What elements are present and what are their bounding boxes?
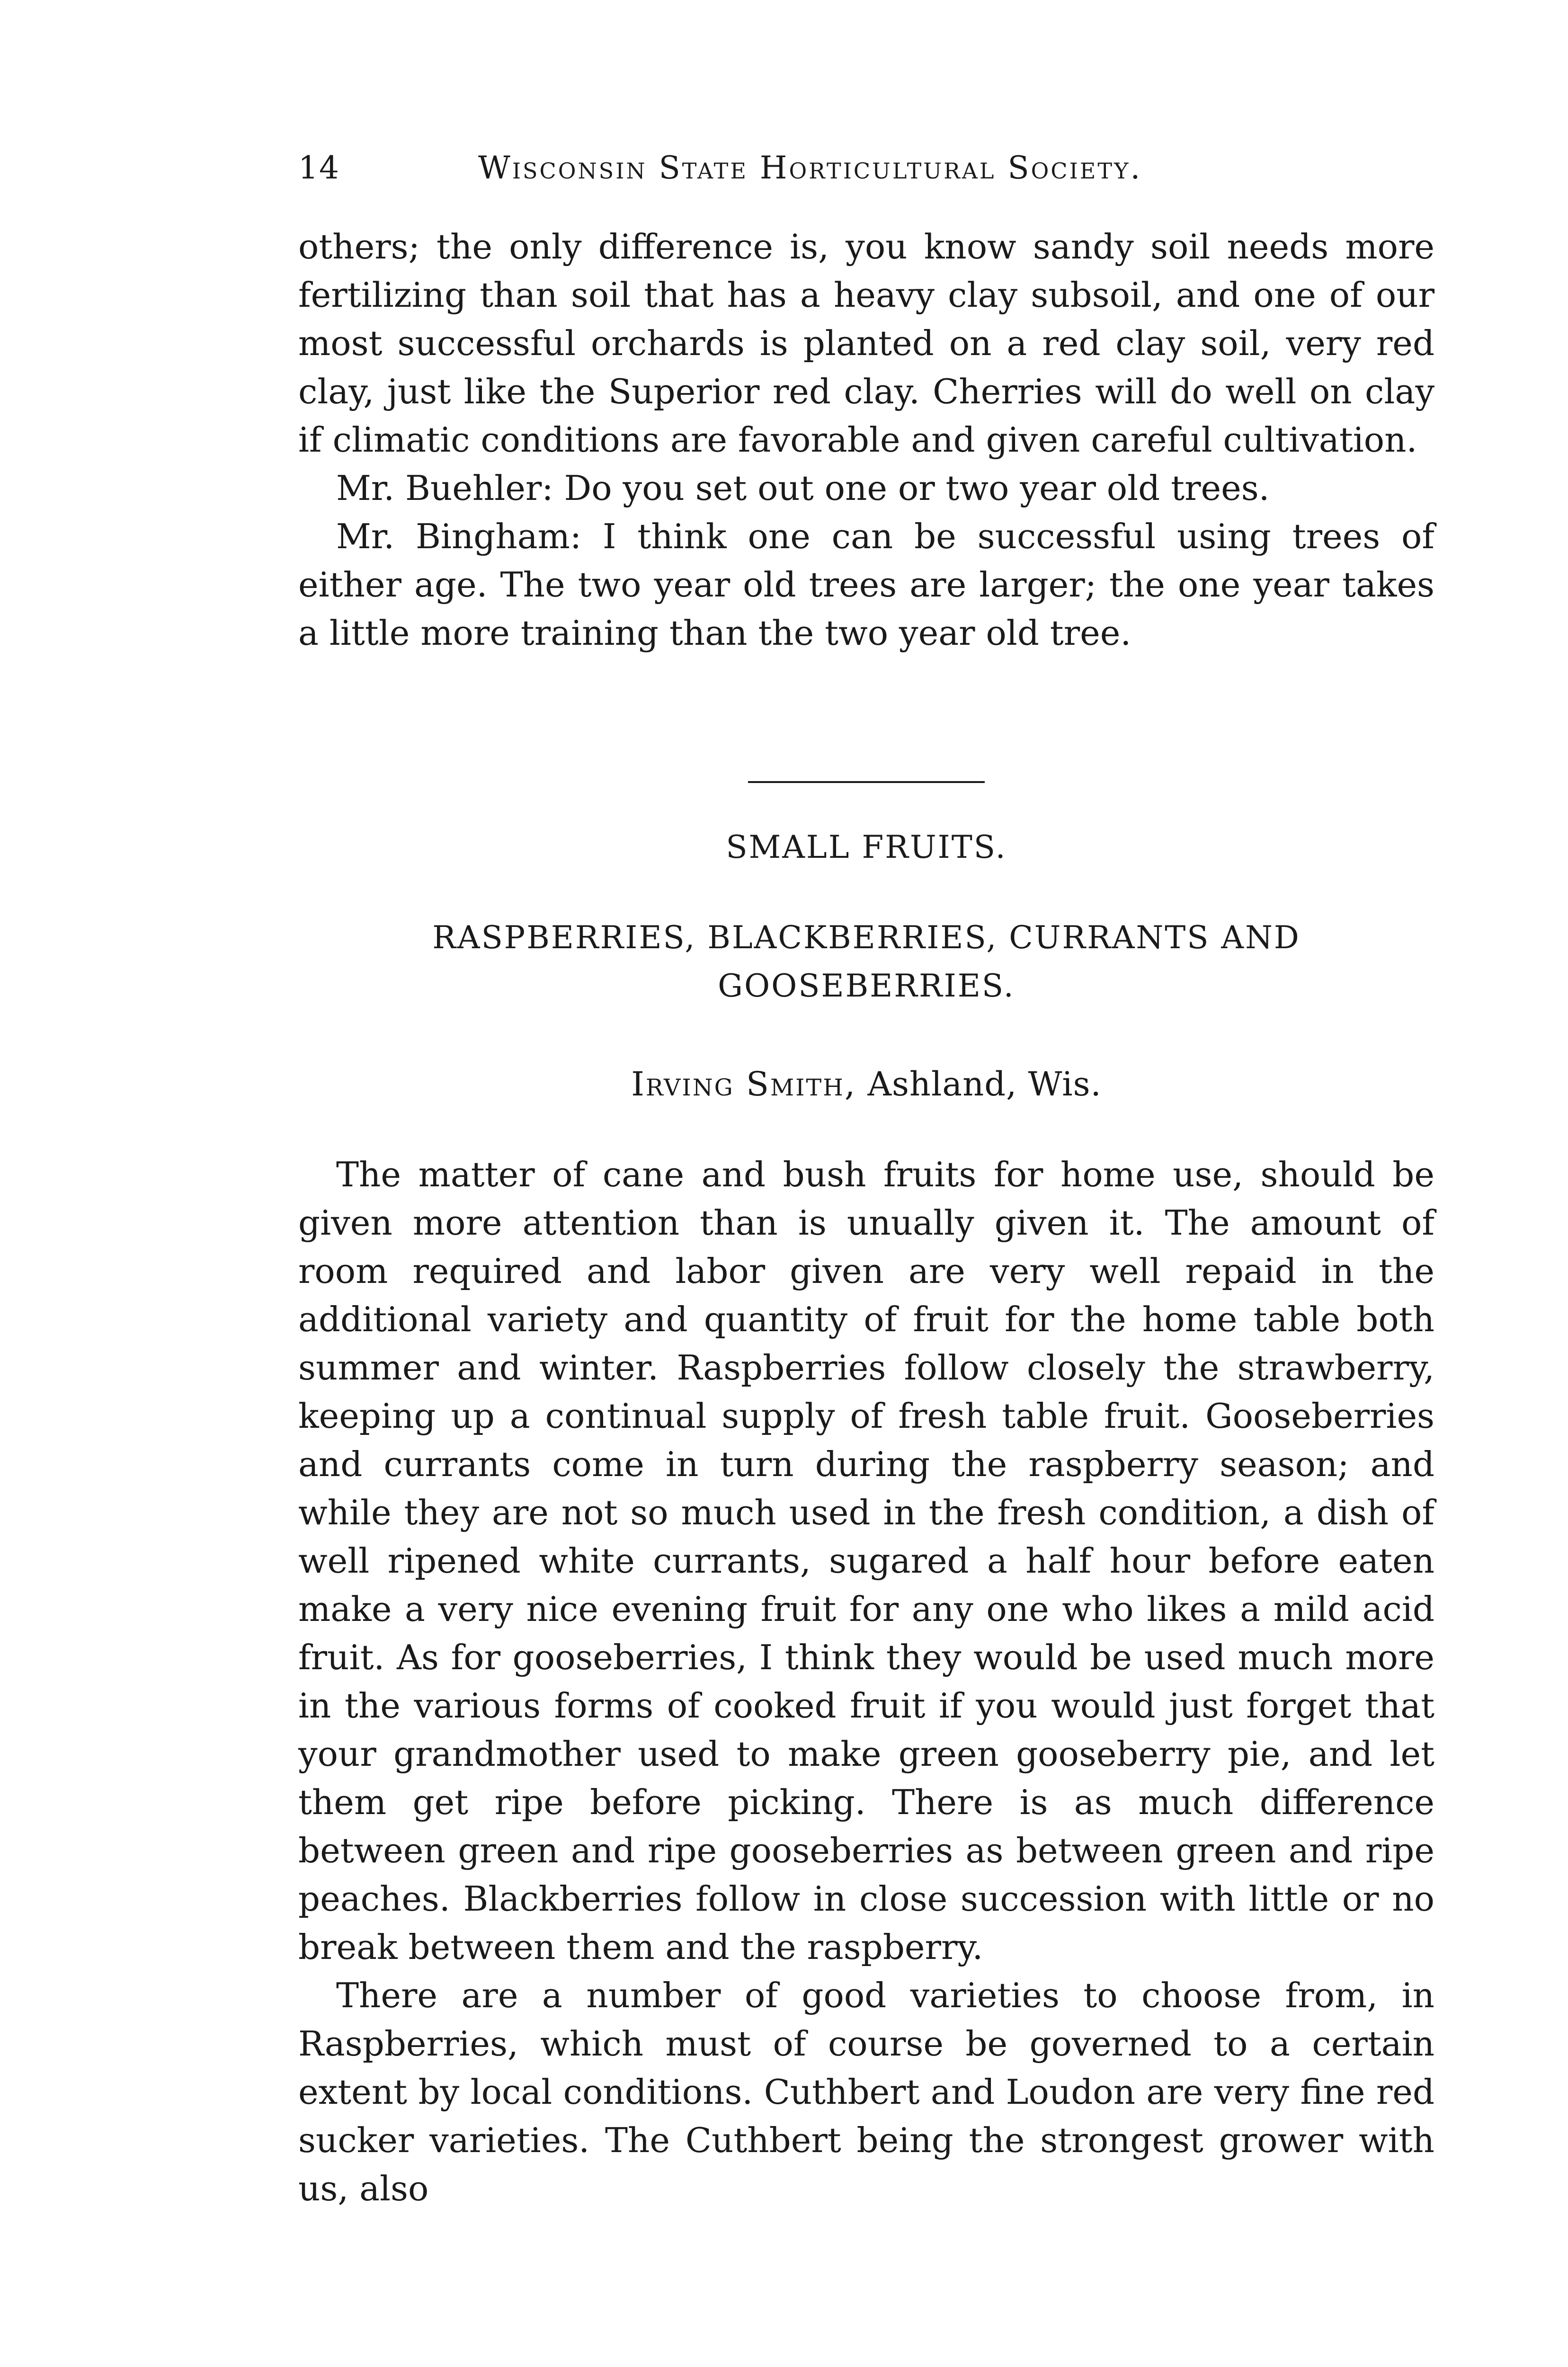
article-byline (298, 1060, 1434, 1108)
author-name: Irving Smith, (631, 1065, 857, 1103)
subtitle-line-1: RASPBERRIES, BLACKBERRIES, CURRANTS AND (432, 919, 1301, 956)
article-paragraph-1: The matter of cane and bush fruits for home use, should be given more attention than is unually given it. The amount of room required and labor given are very well repaid in the additional variety and quantity of fruit for the home table both summer and winter. Raspberries follow closely the strawberry, keeping up a continual supply of fresh table fruit. Gooseberries and currants come in turn during the raspberry season; and while they are not so much used in the fresh condition, a dish of well ripened white currants, sugared a half hour before eaten make a very nice evening fruit for any one who likes a mild acid fruit. As for gooseberries, I think they would be used much more in the various forms of cooked fruit if you would just forget that your grandmother used to make green gooseberry pie, and let them get ripe before picking. There is as much difference between green and ripe gooseberries as between green and ripe peaches. Blackberries follow in close succession with little or no break between them and the raspberry. (298, 1155, 1434, 1967)
page-header (298, 142, 1444, 194)
article-body (298, 1150, 1434, 2213)
discussion-paragraph-2: Mr. Buehler: Do you set out one or two year old trees. (336, 468, 1270, 508)
running-title: Wisconsin State Horticultural Society. (478, 150, 1142, 186)
discussion-paragraph-1: others; the only difference is, you know sandy soil needs more fertilizing than soil that has a heavy clay subsoil, and one of our most successful orchards is planted on a red clay soil, very red clay, just like the Superior red clay. Cherries will do well on clay if climatic conditions are favorable and given careful cultivation. (298, 227, 1434, 460)
discussion-paragraph-3: Mr. Bingham: I think one can be successful using trees of either age. The two year old trees are larger; the one year takes a little more training than the two year old tree. (298, 516, 1434, 653)
discussion-section (298, 222, 1434, 657)
article-subtitle (298, 914, 1434, 1010)
subtitle-line-2: GOOSEBERRIES. (718, 968, 1015, 1004)
article-title: SMALL FRUITS. (726, 829, 1007, 865)
page-number: 14 (298, 150, 340, 186)
section-divider (748, 781, 985, 783)
article-paragraph-2: There are a number of good varieties to choose from, in Raspberries, which must of course be governed to a certain extent by local conditions. Cuthbert and Loudon are very fine red sucker varieties. The Cuthbert being the strongest grower with us, also (298, 1975, 1434, 2208)
author-location: Ashland, Wis. (867, 1065, 1102, 1103)
